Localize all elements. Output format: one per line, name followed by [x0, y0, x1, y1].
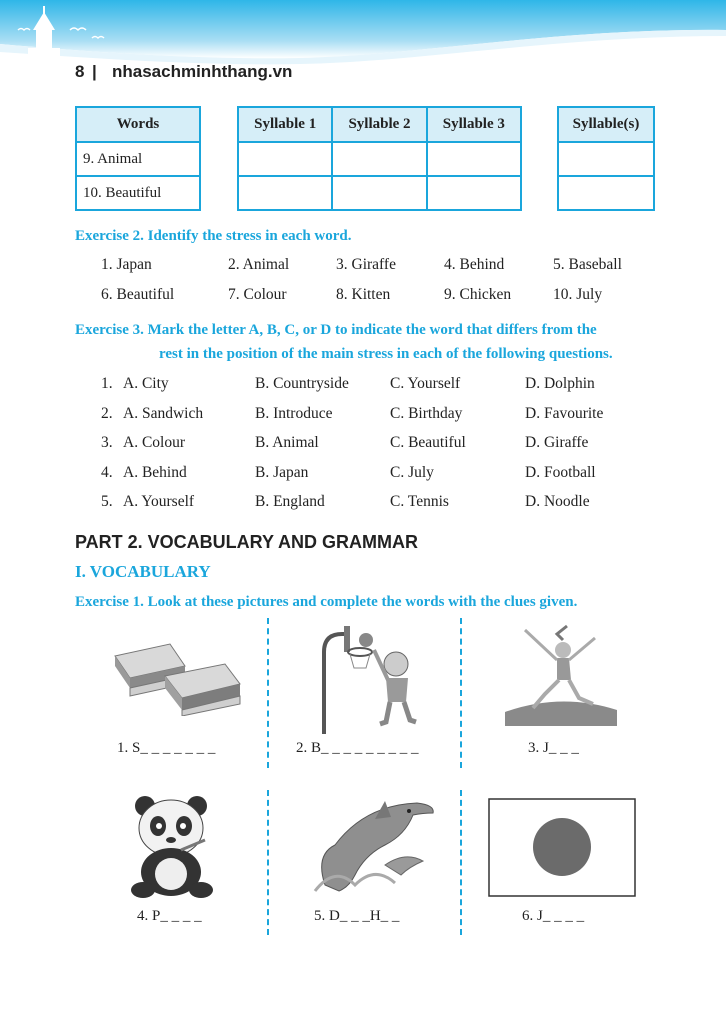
ex3-option-b[interactable]: B. Introduce [255, 405, 333, 422]
ex2-item: 5. Baseball [553, 256, 622, 273]
ex3-num: 4. [101, 464, 113, 481]
clue-3: 3. J_ _ _ [528, 740, 579, 756]
syllables-table [237, 106, 522, 211]
syllable-cell[interactable] [427, 142, 521, 176]
ex3-option-d[interactable]: D. Football [525, 464, 596, 481]
ex3-option-a[interactable]: A. Colour [123, 434, 185, 451]
ex3-option-d[interactable]: D. Noodle [525, 493, 590, 510]
ex2-item: 9. Chicken [444, 286, 512, 303]
ex3-option-d[interactable]: D. Giraffe [525, 434, 589, 451]
basketball-icon [359, 633, 373, 647]
boy-head [384, 652, 408, 676]
words-row: 10. Beautiful [76, 176, 200, 210]
ex3-option-d[interactable]: D. Dolphin [525, 375, 595, 392]
ex2-item: 1. Japan [101, 256, 152, 273]
syllable-cell[interactable] [238, 142, 332, 176]
ex3-num: 5. [101, 493, 113, 510]
syllable-1-header: Syllable 1 [238, 107, 332, 142]
ex3-option-a[interactable]: A. Sandwich [123, 405, 204, 422]
syllable-count-table [557, 106, 655, 211]
ex3-option-a[interactable]: A. Behind [123, 464, 187, 481]
ex3-num: 3. [101, 434, 113, 451]
basketball-picture [318, 624, 423, 734]
exercise-3-title-cont: rest in the position of the main stress in each of the following questions. [159, 346, 613, 362]
ex2-item: 6. Beautiful [101, 286, 175, 303]
header-banner [0, 0, 726, 98]
ex3-option-a[interactable]: A. City [123, 375, 169, 392]
ex2-item: 7. Colour [228, 286, 287, 303]
syllable-2-header: Syllable 2 [332, 107, 426, 142]
ex3-option-b[interactable]: B. Countryside [255, 375, 349, 392]
ex3-num: 1. [101, 375, 113, 392]
ex3-num: 2. [101, 405, 113, 422]
header-separator: | [92, 62, 97, 81]
divider [267, 790, 269, 935]
ex2-item: 10. July [553, 286, 603, 303]
dolphin-picture [305, 795, 437, 895]
ex3-option-b[interactable]: B. Japan [255, 464, 309, 481]
clue-1: 1. S_ _ _ _ _ _ _ [117, 740, 216, 756]
syllable-cell[interactable] [238, 176, 332, 210]
ex3-option-a[interactable]: A. Yourself [123, 493, 195, 510]
divider [460, 618, 462, 768]
clue-4: 4. P_ _ _ _ [137, 908, 202, 924]
vocabulary-heading: I. VOCABULARY [75, 562, 211, 581]
words-table [75, 106, 201, 211]
flag-circle [533, 818, 591, 876]
panda-picture [125, 790, 220, 900]
ex2-item: 4. Behind [444, 256, 505, 273]
japan-flag-picture [488, 798, 636, 898]
ex2-item: 3. Giraffe [336, 256, 396, 273]
site-name: nhasachminhthang.vn [112, 62, 293, 81]
ex3-option-c[interactable]: C. Beautiful [390, 434, 466, 451]
ex2-item: 8. Kitten [336, 286, 391, 303]
clue-5: 5. D_ _ _H_ _ [314, 908, 400, 924]
syllable-count-cell[interactable] [558, 142, 654, 176]
ex3-option-c[interactable]: C. Birthday [390, 405, 463, 422]
ex3-option-c[interactable]: C. Yourself [390, 375, 461, 392]
jump-picture [505, 620, 617, 726]
sandwich-picture [110, 626, 245, 716]
ex3-option-d[interactable]: D. Favourite [525, 405, 604, 422]
exercise-2-title: Exercise 2. Identify the stress in each word. [75, 228, 352, 244]
exercise-3-title: Exercise 3. Mark the letter A, B, C, or D to indicate the word that differs from the [75, 322, 597, 338]
syllable-count-cell[interactable] [558, 176, 654, 210]
ex3-option-c[interactable]: C. Tennis [390, 493, 449, 510]
words-row: 9. Animal [76, 142, 200, 176]
ex3-option-c[interactable]: C. July [390, 464, 434, 481]
syllable-count-header: Syllable(s) [558, 107, 654, 142]
part-2-title: PART 2. VOCABULARY AND GRAMMAR [75, 532, 419, 552]
syllable-cell[interactable] [427, 176, 521, 210]
syllable-3-header: Syllable 3 [427, 107, 521, 142]
ex3-option-b[interactable]: B. Animal [255, 434, 319, 451]
syllable-cell[interactable] [332, 176, 426, 210]
page-number: 8 [75, 62, 85, 81]
syllable-cell[interactable] [332, 142, 426, 176]
ex3-option-b[interactable]: B. England [255, 493, 325, 510]
words-header: Words [76, 107, 200, 142]
divider [460, 790, 462, 935]
divider [267, 618, 269, 768]
clue-2: 2. B_ _ _ _ _ _ _ _ _ [296, 740, 419, 756]
clue-6: 6. J_ _ _ _ [522, 908, 585, 924]
ex2-item: 2. Animal [228, 256, 290, 273]
vocab-exercise-1-title: Exercise 1. Look at these pictures and complete the words with the clues given. [75, 594, 578, 610]
